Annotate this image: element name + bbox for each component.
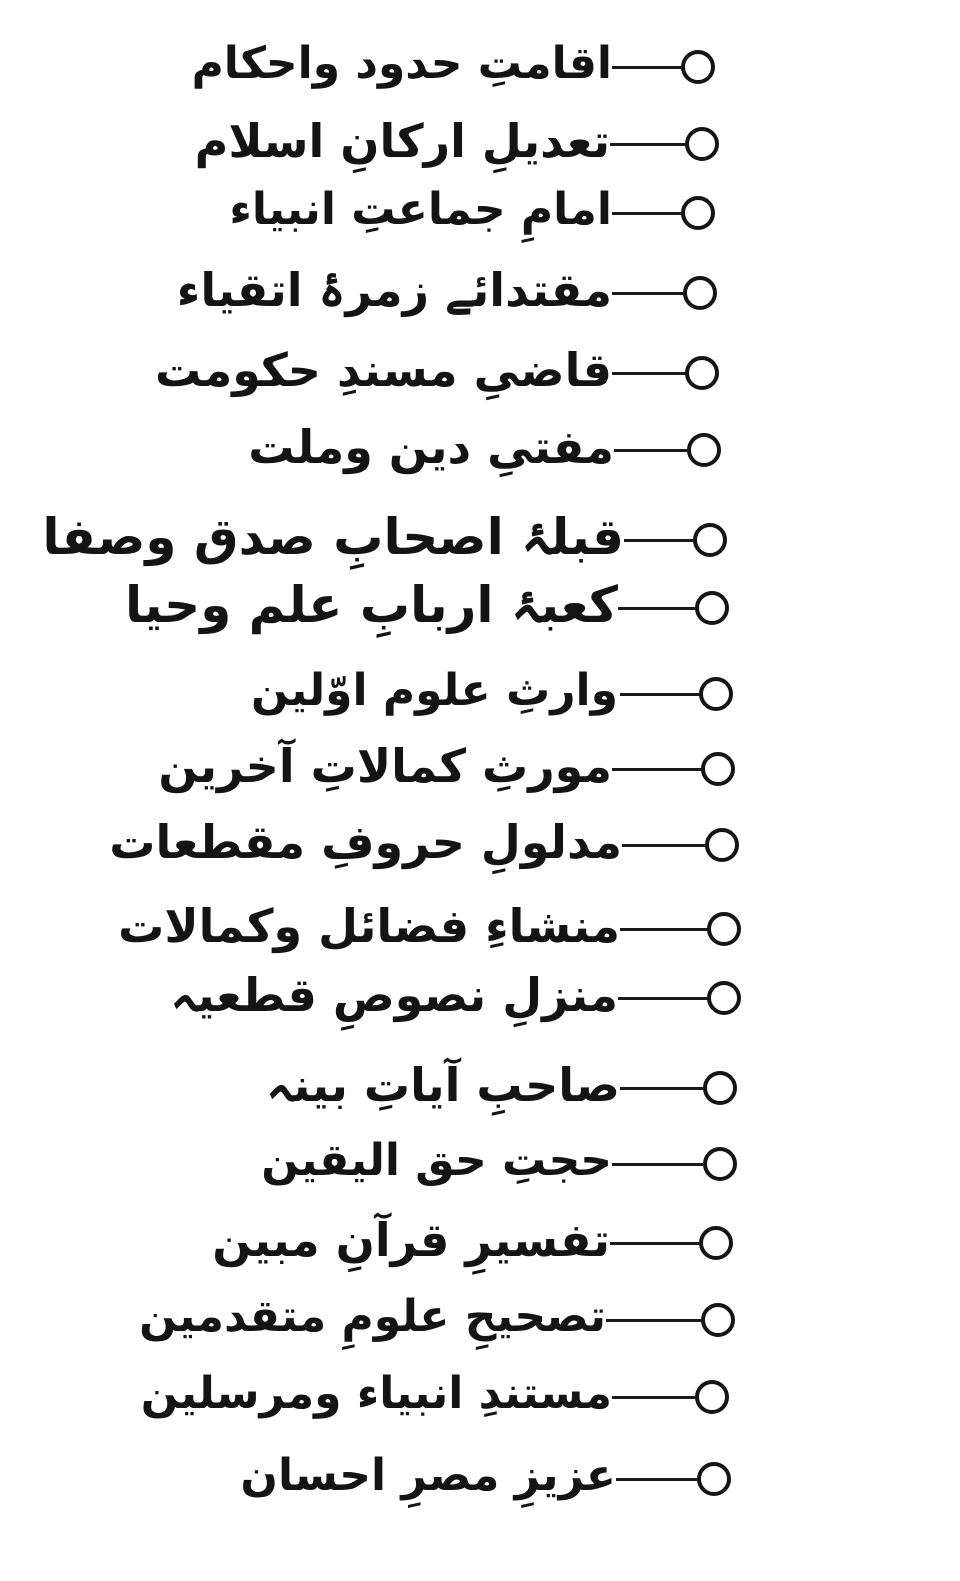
leader-dash bbox=[624, 539, 694, 542]
leader-dash bbox=[612, 212, 682, 215]
bullet-circle-icon bbox=[695, 1380, 729, 1414]
list-item-label: حجتِ حق الیقین bbox=[261, 1135, 612, 1186]
leader-dash bbox=[620, 928, 708, 931]
list-item-label: اقامتِ حدود واحکام bbox=[191, 38, 612, 89]
bullet-circle-icon bbox=[697, 1462, 731, 1496]
leader-dash bbox=[612, 768, 702, 771]
list-item-label: صاحبِ آیاتِ بینہ bbox=[266, 1058, 620, 1112]
list-item-label: قاضیِ مسندِ حکومت bbox=[155, 343, 612, 397]
leader-dash bbox=[620, 1087, 704, 1090]
list-item-label: تصحیحِ علومِ متقدمین bbox=[139, 1291, 606, 1342]
bullet-circle-icon bbox=[705, 828, 739, 862]
leader-dash bbox=[620, 693, 700, 696]
leader-dash bbox=[612, 292, 684, 295]
list-item-label: امامِ جماعتِ انبیاء bbox=[229, 184, 612, 235]
list-item-label: قبلۂ اصحابِ صدق وصفا bbox=[42, 508, 624, 566]
bullet-circle-icon bbox=[683, 276, 717, 310]
bullet-circle-icon bbox=[681, 50, 715, 84]
leader-dash bbox=[612, 1163, 704, 1166]
list-item-label: وارثِ علوم اوّلین bbox=[251, 665, 618, 716]
leader-dash bbox=[610, 1242, 700, 1245]
list-item-label: تعدیلِ ارکانِ اسلام bbox=[194, 114, 610, 168]
bullet-circle-icon bbox=[707, 981, 741, 1015]
list-item-label: عزیزِ مصرِ احسان bbox=[240, 1450, 616, 1501]
leader-dash bbox=[612, 66, 682, 69]
leader-dash bbox=[614, 449, 688, 452]
bullet-circle-icon bbox=[707, 912, 741, 946]
leader-dash bbox=[618, 607, 696, 610]
list-item-label: تفسیرِ قرآنِ مبین bbox=[212, 1213, 610, 1267]
bullet-circle-icon bbox=[687, 433, 721, 467]
bullet-circle-icon bbox=[695, 591, 729, 625]
list-item bbox=[0, 968, 960, 1051]
bullet-circle-icon bbox=[699, 677, 733, 711]
leader-dash bbox=[612, 372, 686, 375]
list-item bbox=[0, 1135, 960, 1217]
bullet-circle-icon bbox=[701, 752, 735, 786]
list-item-label: مستندِ انبیاء ومرسلین bbox=[140, 1368, 612, 1419]
list-item-label: مدلولِ حروفِ مقطعات bbox=[109, 815, 622, 869]
list-item-label: کعبۂ اربابِ علم وحیا bbox=[124, 576, 618, 634]
bullet-circle-icon bbox=[703, 1071, 737, 1105]
bullet-circle-icon bbox=[699, 1226, 733, 1260]
bullet-circle-icon bbox=[685, 127, 719, 161]
leader-dash bbox=[616, 1478, 698, 1481]
leader-dash bbox=[618, 997, 708, 1000]
list-item bbox=[0, 815, 960, 898]
list-item-label: منزلِ نصوصِ قطعیہ bbox=[170, 968, 618, 1022]
list-item bbox=[0, 1368, 960, 1450]
bullet-circle-icon bbox=[681, 196, 715, 230]
leader-dash bbox=[622, 844, 706, 847]
list-item-label: مفتیِ دین وملت bbox=[248, 420, 614, 474]
bullet-circle-icon bbox=[685, 356, 719, 390]
list-item bbox=[0, 184, 960, 266]
list-item bbox=[0, 420, 960, 503]
bullet-circle-icon bbox=[701, 1303, 735, 1337]
list-item bbox=[0, 576, 960, 661]
list-item-label: منشاءِ فضائل وکمالات bbox=[118, 899, 620, 953]
list-item-label: مقتدائے زمرۂ اتقیاء bbox=[176, 263, 612, 317]
list-item bbox=[0, 1450, 960, 1532]
leader-dash bbox=[606, 1319, 702, 1322]
list-item-label: مورثِ کمالاتِ آخرین bbox=[158, 739, 612, 793]
bullet-circle-icon bbox=[693, 523, 727, 557]
leader-dash bbox=[612, 1396, 696, 1399]
list-item bbox=[0, 263, 960, 346]
leader-dash bbox=[610, 143, 686, 146]
bullet-circle-icon bbox=[703, 1147, 737, 1181]
